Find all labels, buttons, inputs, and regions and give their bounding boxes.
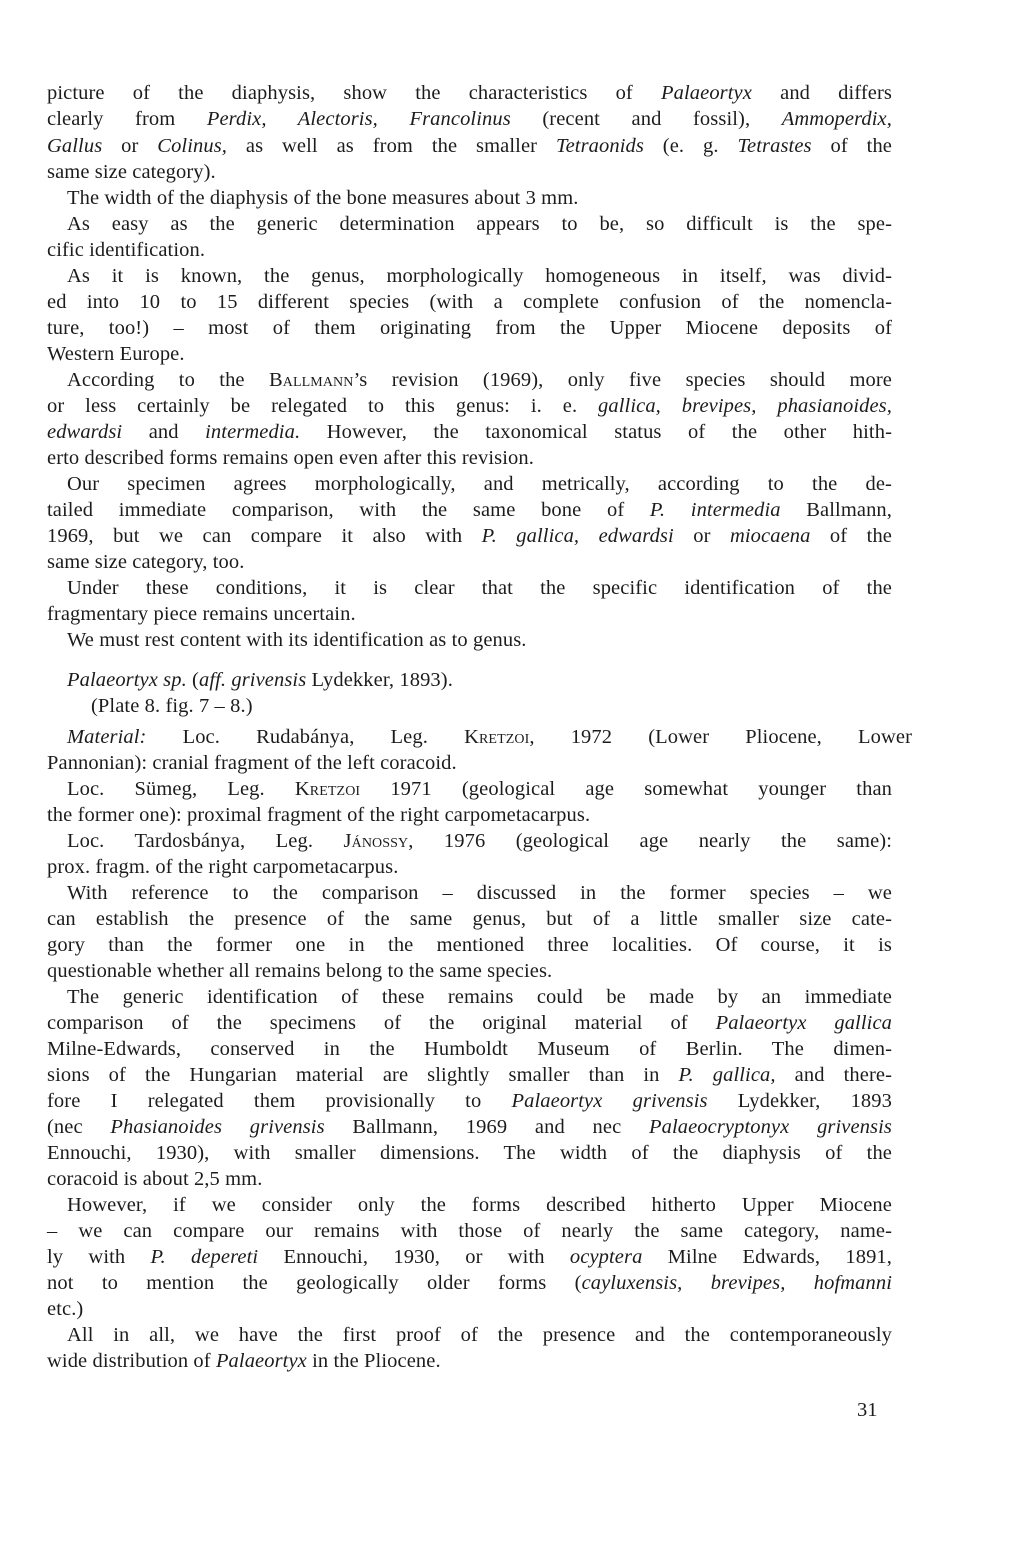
- italic-run: P. intermedia: [649, 499, 781, 521]
- text-run: or: [673, 525, 730, 547]
- italic-run: miocaena: [729, 525, 811, 547]
- text-line: [47, 159, 892, 185]
- text-line: [47, 1010, 892, 1036]
- text-run: (e. g.: [643, 135, 738, 157]
- text-run: the former one): proximal fragment of the right carpometacarpus.: [47, 804, 591, 826]
- text-run: or: [102, 135, 158, 157]
- small-caps-name: Ballmann: [269, 369, 354, 391]
- text-run: 1969, but we can compare it also with: [47, 525, 482, 547]
- text-line: [67, 185, 892, 211]
- text-run: fore I relegated them provisionally to: [47, 1090, 512, 1112]
- text-line: [47, 106, 892, 132]
- text-run: cific identification.: [47, 239, 206, 261]
- text-line: [47, 80, 892, 106]
- italic-run: P. gallica,: [678, 1064, 776, 1086]
- text-line: [67, 1322, 892, 1348]
- text-line: [67, 776, 892, 802]
- italic-run: ocyptera: [569, 1246, 643, 1268]
- page-number: 31: [857, 1399, 878, 1421]
- text-line: [47, 1218, 892, 1244]
- text-line: [47, 133, 892, 159]
- text-line: [47, 1348, 892, 1374]
- text-line: [67, 1192, 892, 1218]
- text-line: [47, 601, 892, 627]
- text-run: clearly from: [47, 108, 207, 130]
- text-run: Western Europe.: [47, 343, 185, 365]
- text-run: coracoid is about 2,5 mm.: [47, 1168, 263, 1190]
- text-line: [47, 523, 892, 549]
- text-run: All in all, we have the first proof of the presence and the contemporaneously: [67, 1324, 892, 1346]
- text-run: questionable whether all remains belong to the same species.: [47, 960, 553, 982]
- text-run: Loc. Tardosbánya, Leg.: [67, 830, 344, 852]
- text-line: [47, 906, 892, 932]
- text-run: With reference to the comparison – discussed in the former species – we: [67, 882, 892, 904]
- text-run: We must rest content with its identification as to genus.: [67, 629, 527, 651]
- text-run: (nec: [47, 1116, 111, 1138]
- text-run: picture of the diaphysis, show the characteristics of: [47, 82, 662, 104]
- italic-run: aff. grivensis: [198, 669, 307, 691]
- text-run: ly with: [47, 1246, 151, 1268]
- italic-run: P. depereti: [150, 1246, 259, 1268]
- italic-run: Material:: [67, 726, 147, 748]
- italic-run: Perdix, Alectoris, Francolinus: [206, 108, 511, 130]
- text-run: same size category, too.: [47, 551, 245, 573]
- text-line: [67, 984, 892, 1010]
- text-run: and there-: [775, 1064, 893, 1086]
- text-run: not to mention the geologically older forms (: [47, 1272, 582, 1294]
- italic-run: Palaeortyx sp.: [67, 669, 187, 691]
- text-run: Pannonian): cranial fragment of the left coracoid.: [47, 752, 457, 774]
- italic-run: Phasianoides grivensis: [110, 1116, 325, 1138]
- italic-run: Tetrastes: [737, 135, 812, 157]
- text-line: [47, 802, 892, 828]
- text-run: Our specimen agrees morphologically, and metrically, according to the de-: [67, 473, 892, 495]
- text-line: [47, 1036, 892, 1062]
- small-caps-name: Jánossy: [343, 830, 409, 852]
- italic-run: intermedia.: [205, 421, 301, 443]
- text-line: [47, 1244, 892, 1270]
- small-caps-name: Kretzoi: [294, 778, 361, 800]
- text-line: [47, 750, 892, 776]
- text-run: (recent and fossil),: [510, 108, 782, 130]
- text-run: etc.): [47, 1298, 84, 1320]
- text-run: sions of the Hungarian material are slightly smaller than in: [47, 1064, 679, 1086]
- text-run: fragmentary piece remains uncertain.: [47, 603, 356, 625]
- text-run: wide distribution of: [47, 1350, 216, 1372]
- text-run: , 1976 (geological age nearly the same):: [408, 830, 892, 852]
- text-run: ed into 10 to 15 different species (with a complete confusion of the nomencla-: [47, 291, 892, 313]
- italic-run: cayluxensis, brevipes, hofmanni: [581, 1272, 892, 1294]
- text-line: [67, 828, 892, 854]
- text-run: (: [186, 669, 199, 691]
- text-run: Milne-Edwards, conserved in the Humboldt Museum of Berlin. The dimen-: [47, 1038, 892, 1060]
- italic-run: Palaeortyx: [661, 82, 752, 104]
- text-run: ture, too!) – most of them originating from the Upper Miocene deposits of: [47, 317, 892, 339]
- text-run: Loc. Sümeg, Leg.: [67, 778, 295, 800]
- italic-run: P. gallica, edwardsi: [481, 525, 674, 547]
- text-line: [47, 1088, 892, 1114]
- text-run: comparison of the specimens of the original material of: [47, 1012, 716, 1034]
- text-line: [67, 575, 892, 601]
- italic-run: Palaeortyx grivensis: [511, 1090, 708, 1112]
- text-line: [67, 627, 892, 653]
- text-run: of the: [810, 525, 892, 547]
- italic-run: Tetraonids: [555, 135, 644, 157]
- text-run: or less certainly be relegated to this genus: i. e.: [47, 395, 599, 417]
- text-run: As it is known, the genus, morphologically homogeneous in itself, was divid-: [67, 265, 892, 287]
- text-run: Milne Edwards, 1891,: [642, 1246, 892, 1268]
- text-run: Loc. Rudabánya, Leg.: [146, 726, 465, 748]
- text-line: [47, 1296, 892, 1322]
- text-run: As easy as the generic determination appears to be, so difficult is the spe-: [67, 213, 892, 235]
- text-run: Ennouchi, 1930), with smaller dimensions. The width of the diaphysis of the: [47, 1142, 892, 1164]
- text-run: tailed immediate comparison, with the same bone of: [47, 499, 650, 521]
- text-line: [47, 1166, 892, 1192]
- small-caps-name: Kretzoi: [464, 726, 530, 748]
- text-line: [47, 1140, 892, 1166]
- text-line: [47, 932, 892, 958]
- text-line: [47, 549, 892, 575]
- italic-run: Palaeortyx gallica: [715, 1012, 892, 1034]
- text-line: [67, 724, 912, 750]
- text-line: [67, 263, 892, 289]
- italic-run: Colinus,: [157, 135, 228, 157]
- text-run: of the: [811, 135, 892, 157]
- text-line: [47, 237, 892, 263]
- italic-run: gallica, brevipes, phasianoides,: [598, 395, 892, 417]
- italic-run: Palaeocryptonyx grivensis: [648, 1116, 892, 1138]
- text-run: and: [122, 421, 206, 443]
- text-run: However, the taxonomical status of the other hith-: [300, 421, 892, 443]
- text-line: [47, 958, 892, 984]
- text-run: same size category).: [47, 161, 216, 183]
- text-run: However, if we consider only the forms described hitherto Upper Miocene: [67, 1194, 892, 1216]
- text-run: Lydekker, 1893).: [306, 669, 453, 691]
- text-run: The width of the diaphysis of the bone measures about 3 mm.: [67, 187, 579, 209]
- text-line: [91, 693, 892, 719]
- italic-run: Palaeortyx: [215, 1350, 307, 1372]
- text-line: [47, 445, 892, 471]
- text-run: gory than the former one in the mentioned three localities. Of course, it is: [47, 934, 892, 956]
- text-run: Ennouchi, 1930, or with: [258, 1246, 570, 1268]
- text-line: [47, 1062, 892, 1088]
- text-line: [47, 289, 892, 315]
- text-run: Under these conditions, it is clear that the specific identification of the: [67, 577, 892, 599]
- text-line: [47, 1114, 892, 1140]
- italic-run: edwardsi: [47, 421, 123, 443]
- text-run: can establish the presence of the same genus, but of a little smaller size cate-: [47, 908, 892, 930]
- text-run: and differs: [751, 82, 892, 104]
- text-run: Lydekker, 1893: [707, 1090, 892, 1112]
- text-run: (Plate 8. fig. 7 – 8.): [91, 695, 253, 717]
- text-run: According to the: [67, 369, 269, 391]
- text-line: [47, 1270, 892, 1296]
- text-run: Ballmann, 1969 and nec: [324, 1116, 649, 1138]
- text-line: [47, 393, 892, 419]
- text-run: as well as from the smaller: [227, 135, 556, 157]
- text-run: in the Pliocene.: [306, 1350, 441, 1372]
- text-line: [67, 880, 892, 906]
- text-run: The generic identification of these remains could be made by an immediate: [67, 986, 892, 1008]
- text-line: [67, 211, 892, 237]
- text-line: [47, 497, 892, 523]
- text-line: [47, 341, 892, 367]
- text-line: [47, 315, 892, 341]
- text-line: [67, 471, 892, 497]
- text-line: [47, 419, 892, 445]
- text-run: prox. fragm. of the right carpometacarpus.: [47, 856, 399, 878]
- text-run: , 1972 (Lower Pliocene, Lower: [529, 726, 912, 748]
- text-run: – we can compare our remains with those of nearly the same category, name-: [47, 1220, 892, 1242]
- text-run: ’s revision (1969), only five species should more: [353, 369, 892, 391]
- text-run: Ballmann,: [780, 499, 892, 521]
- italic-run: Ammoperdix,: [781, 108, 892, 130]
- text-run: erto described forms remains open even after this revision.: [47, 447, 534, 469]
- text-line: [67, 367, 892, 393]
- text-line: [67, 667, 912, 693]
- italic-run: Gallus: [47, 135, 103, 157]
- text-line: [47, 854, 892, 880]
- text-run: 1971 (geological age somewhat younger than: [360, 778, 892, 800]
